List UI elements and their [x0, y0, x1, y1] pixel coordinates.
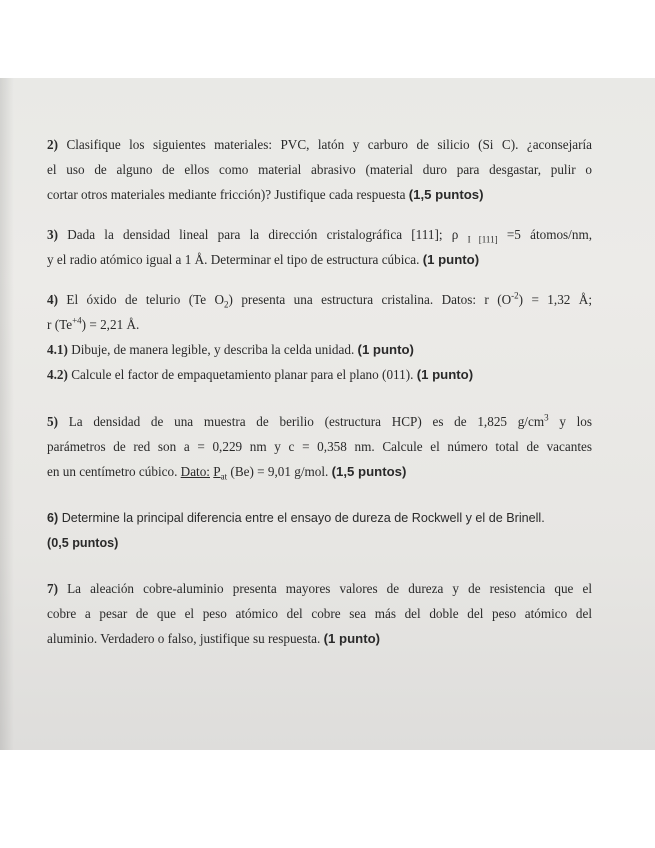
question-number: 5)	[47, 414, 58, 429]
question-text: en un centímetro cúbico.	[47, 464, 178, 479]
question-text: Calcule el factor de empaquetamiento planar para el plano (011).	[71, 367, 414, 382]
question-text: ) = 2,21 Å.	[81, 317, 140, 332]
question-4-2	[47, 362, 592, 387]
question-text: P	[213, 464, 221, 479]
question-text: r (Te	[47, 317, 73, 332]
points-label: (0,5 puntos)	[47, 536, 119, 550]
question-7-line-3	[47, 626, 592, 651]
points-label: (1,5 puntos)	[408, 187, 484, 202]
question-number: 3)	[47, 227, 58, 242]
question-text: Determine la principal diferencia entre el ensayo de dureza de Rockwell y el de Brinell.	[61, 511, 545, 525]
subscript: at	[220, 471, 228, 482]
question-text: y los	[559, 414, 593, 429]
question-3-line-1	[47, 222, 592, 247]
question-text: aluminio. Verdadero o falso, justifique su respuesta.	[47, 631, 321, 646]
question-7	[47, 576, 592, 651]
question-5-line-3	[47, 459, 592, 484]
question-text: cortar otros materiales mediante fricción)? Justifique cada respuesta	[47, 187, 406, 202]
question-2-line-2: el uso de alguno de ellos como material abrasivo (material duro para desgastar, pulir o	[47, 162, 592, 177]
subscript: 2	[224, 299, 229, 310]
question-2	[47, 132, 592, 207]
question-text: Dada la densidad lineal para la dirección cristalográfica [111]; ρ	[67, 227, 459, 242]
question-6-line-2	[47, 531, 592, 556]
question-number: 7)	[47, 581, 58, 596]
question-text: Clasifique los siguientes materiales: PVC, latón y carburo de silicio (Si C). ¿aconsejaría	[66, 137, 593, 152]
question-text: La aleación cobre-aluminio presenta mayores valores de dureza y de resistencia que el	[67, 581, 593, 596]
question-text: (Be) = 9,01 g/mol.	[230, 464, 329, 479]
points-label: (1 punto)	[422, 252, 480, 267]
question-4-line-1	[47, 287, 592, 312]
question-7-line-2: cobre a pesar de que el peso atómico del cobre sea más del doble del peso atómico del	[47, 606, 592, 621]
question-5	[47, 409, 592, 484]
dato-label: Dato:	[180, 464, 210, 479]
superscript: +4	[72, 315, 82, 326]
question-2-line-1	[47, 132, 592, 157]
superscript: 3	[544, 412, 549, 423]
question-text: =5 átomos/nm,	[506, 227, 592, 242]
question-text: y el radio atómico igual a 1 Å. Determinar el tipo de estructura cúbica.	[47, 252, 420, 267]
question-text: La densidad de una muestra de berilio (estructura HCP) es de 1,825 g/cm	[68, 414, 545, 429]
question-number: 4)	[47, 292, 58, 307]
question-2-line-3	[47, 182, 592, 207]
question-6	[47, 506, 592, 556]
question-number: 6)	[47, 511, 59, 525]
question-3-line-2	[47, 247, 592, 272]
points-label: (1 punto)	[416, 367, 474, 382]
points-label: (1,5 puntos)	[331, 464, 407, 479]
exam-sheet	[0, 78, 655, 750]
question-4-line-2	[47, 312, 592, 337]
exam-questions	[47, 132, 592, 651]
question-6-line-1	[47, 506, 592, 531]
question-text: ) presenta una estructura cristalina. Datos: r (O	[228, 292, 512, 307]
points-label: (1 punto)	[357, 342, 414, 357]
question-4-1	[47, 337, 592, 362]
subscript: I [111]	[467, 234, 498, 245]
question-text: ) = 1,32 Å;	[518, 292, 592, 307]
question-5-line-1	[47, 409, 592, 434]
question-text: Dibuje, de manera legible, y describa la celda unidad.	[71, 342, 355, 357]
subquestion-number: 4.1)	[47, 342, 68, 357]
points-label: (1 punto)	[323, 631, 381, 646]
question-number: 2)	[47, 137, 58, 152]
question-7-line-1	[47, 576, 592, 601]
question-4	[47, 287, 592, 387]
question-text: El óxido de telurio (Te O	[66, 292, 225, 307]
question-3	[47, 222, 592, 272]
subquestion-number: 4.2)	[47, 367, 68, 382]
question-5-line-2: parámetros de red son a = 0,229 nm y c = 0,358 nm. Calcule el número total de vacantes	[47, 439, 592, 454]
superscript: -2	[511, 290, 519, 301]
